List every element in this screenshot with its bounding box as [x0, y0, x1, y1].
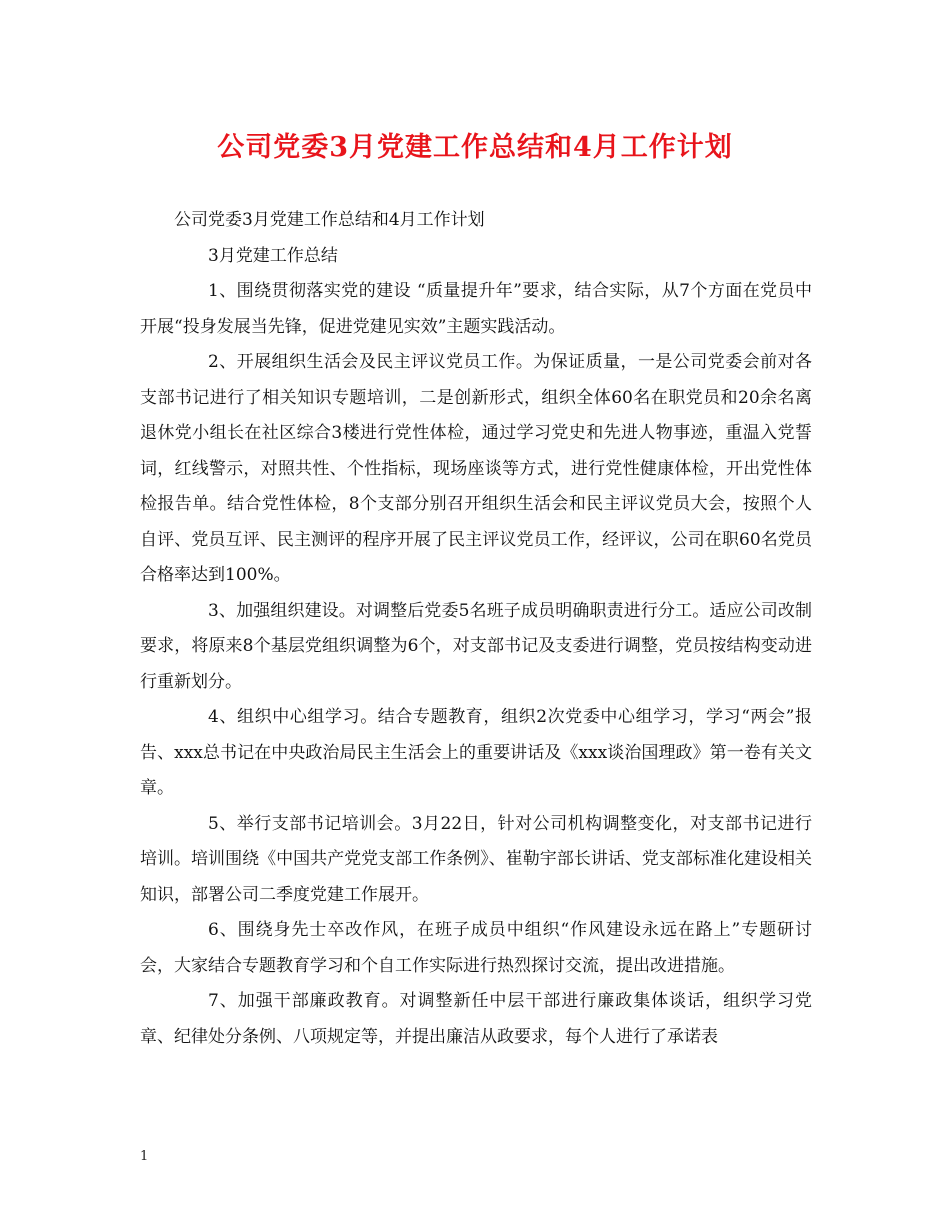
document-title: 公司党委3月党建工作总结和4月工作计划 [217, 132, 733, 163]
body-paragraph: 7、加强干部廉政教育。对调整新任中层干部进行廉政集体谈话，组织学习党章、纪律处分条例、八项规定等，并提出廉洁从政要求，每个人进行了承诺表 [140, 991, 812, 1047]
body-paragraph: 3、加强组织建设。对调整后党委5名班子成员明确职责进行分工。适应公司改制要求，将原来8个基层党组织调整为6个，对支部书记及支委进行调整，党员按结构变动进行重新划分。 [140, 600, 812, 692]
body-paragraph-subtitle: 公司党委3月党建工作总结和4月工作计划 [174, 210, 485, 230]
body-paragraph: 4、组织中心组学习。结合专题教育，组织2次党委中心组学习，学习“两会”报告、xxx总书记在中央政治局民主生活会上的重要讲话及《xxx谈治国理政》第一卷有关文章。 [140, 707, 812, 798]
body-paragraph: 1、围绕贯彻落实党的建设 “质量提升年”要求，结合实际，从7个方面在党员中开展“投身发展当先锋，促进党建见实效”主题实践活动。 [140, 281, 812, 337]
document-body [140, 203, 812, 1055]
body-paragraph: 5、举行支部书记培训会。3月22日，针对公司机构调整变化，对支部书记进行培训。培训围绕《中国共产党党支部工作条例》、崔勒宇部长讲话、党支部标准化建设相关知识，部署公司二季度党建工作展开。 [140, 813, 812, 905]
section-heading: 3月党建工作总结 [208, 245, 338, 266]
body-paragraph: 6、围绕身先士卒改作风，在班子成员中组织“作风建设永远在路上”专题研讨会，大家结合专题教育学习和个自工作实际进行热烈探讨交流，提出改进措施。 [140, 920, 812, 976]
page-number: 1 [140, 1149, 149, 1164]
body-paragraph: 2、开展组织生活会及民主评议党员工作。为保证质量，一是公司党委会前对各支部书记进行了相关知识专题培训，二是创新形式，组织全体60名在职党员和20余名离退休党小组长在社区综合3楼进行党性体检，通过学习党史和先进人物事迹，重温入党誓词，红线警示，对照共性、个性指标，现场座谈等方式，进行党性健康体检，开出党性体检报告单。结合党性体检，8个支部分别召开组织生活会和民主评议党员大会，按照个人自评、党员互评、民主测评的程序开展了民主评议党员工作，经评议，公司在职60名党员合格率达到100%。 [140, 352, 812, 585]
